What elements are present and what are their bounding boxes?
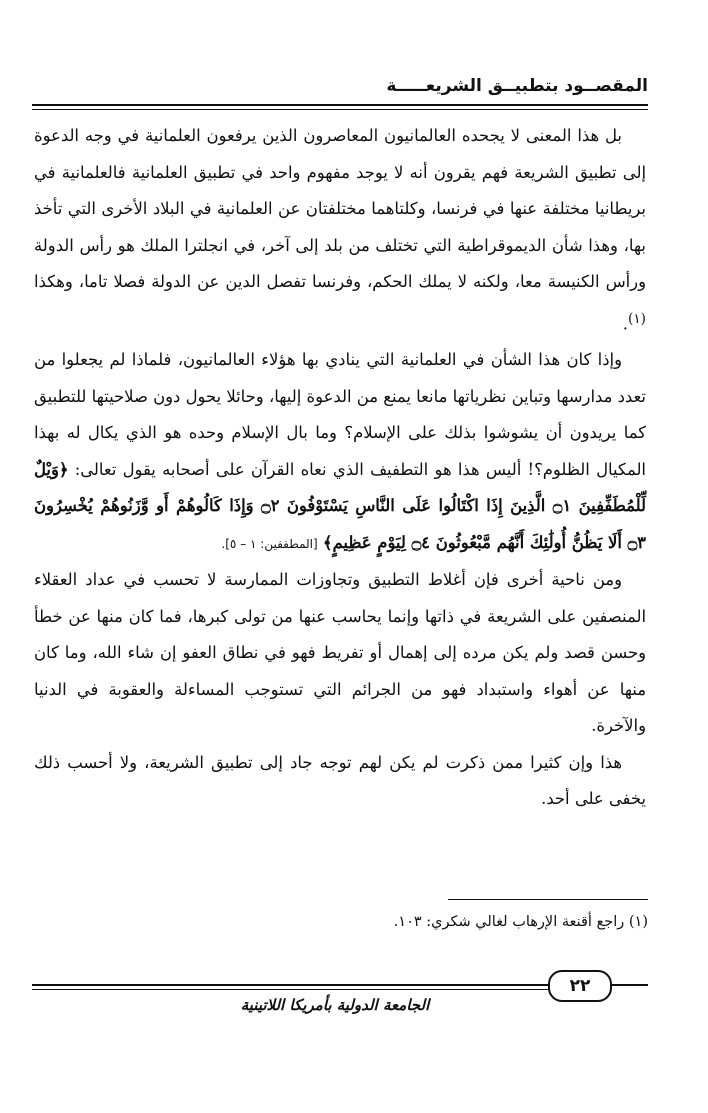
paragraph-3 — [34, 562, 646, 745]
paragraph-text: هذا وإن كثيرا ممن ذكرت لم يكن لهم توجه جاد إلى تطبيق الشريعة، ولا أحسب ذلك يخفى على أحد. — [34, 752, 646, 809]
publisher-name: الجامعة الدولية بأمريكا اللاتينية — [240, 996, 430, 1014]
quran-verse: ﴿وَيْلٌ لِّلْمُطَفِّفِينَ ۝١ الَّذِينَ إِذَا اكْتَالُوا عَلَى النَّاسِ يَسْتَوْفُونَ ۝٢ وَإِذَا كَالُوهُمْ أَو وَّزَنُوهُمْ يُخْسِرُونَ ۝٣ أَلَا يَظُنُّ أُولَٰئِكَ أَنَّهُم مَّبْعُوثُونَ ۝٤ لِيَوْمٍ عَظِيمٍ﴾ — [34, 459, 646, 552]
paragraph-text: وإذا كان هذا الشأن في العلمانية التي ينادي بها هؤلاء العالمانيون، فلماذا لم يجعلوا من تعدد مدارسها وتباين نظرياتها مانعا يمنع من الدعوة إليها، وحائلا يحول دون صلاحيتها للتطبيق كما يريدون أن يشوشوا بذلك على الإسلام؟ وما بال الإسلام وحده هو الذي يكال له بهذا المكيال الظلوم؟! أليس هذا هو التطفيف الذي نعاه القرآن على أصحابه يقول تعالى: — [34, 350, 646, 479]
footnote-marker: (١) — [628, 310, 646, 327]
footnote-rule — [448, 899, 648, 900]
paragraph-text: بل هذا المعنى لا يجحده العالمانيون المعاصرون الذين يرفعون العلمانية في وجه الدعوة إلى تطبيق الشريعة فهم يقرون أنه لا يوجد مفهوم واحد في تطبيق العلمانية فالعلمانية في بريطانيا مختلفة عنها في فرنسا، وكلتاهما مختلفتان عن العلمانية في البلاد الأخرى التي تأخذ بها، وهذا شأن الديموقراطية التي تختلف من بلد إلى آخر، في انجلترا الملك هو رأس الدولة ورأس الكنيسة معا، ولكنه لا يملك الحكم، وفرنسا تفصل الدين عن الدولة فصلا تاما، وهكذا — [34, 126, 646, 291]
header-rule — [32, 104, 648, 106]
footer-rule — [32, 984, 557, 986]
main-text — [34, 118, 646, 818]
running-header: المقصــود بتطبيــق الشريعـــــة — [386, 76, 648, 96]
footnote: (١) راجع أقنعة الإرهاب لغالي شكري: ١٠٣. — [393, 914, 648, 930]
paragraph-end: . — [622, 313, 628, 333]
footer-rule-thin — [32, 989, 557, 990]
header-rule-thin — [32, 109, 648, 110]
page-number: ٢٢ — [548, 970, 612, 1002]
paragraph-1 — [34, 118, 646, 342]
paragraph-text: ومن ناحية أخرى فإن أغلاط التطبيق وتجاوزات الممارسة لا تحسب في عداد العقلاء المنصفين على الشريعة في ذاتها وإنما يحاسب عنها من تولى كبرها، فما كان منها عن خطأ وحسن قصد ولم يكن مرده إلى إهمال أو تفريط فهو في نطاق العفو إن شاء الله، وما كان منها عن أهواء واستبداد فهو من الجرائم التي تستوجب المساءلة والعقوبة في الدنيا والآخرة. — [34, 570, 646, 736]
verse-reference: [المطففين: ١ – ٥]. — [221, 536, 318, 551]
paragraph-4 — [34, 745, 646, 818]
paragraph-2 — [34, 342, 646, 562]
